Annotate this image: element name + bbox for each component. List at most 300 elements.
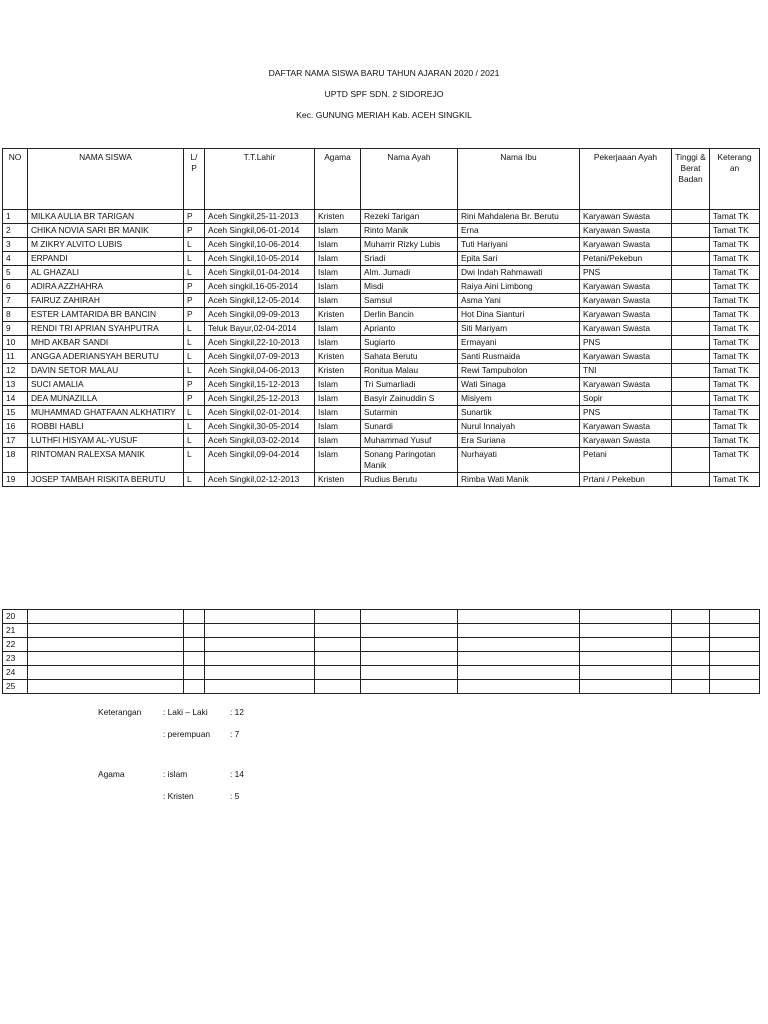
empty-table-row <box>3 638 760 652</box>
table-cell: 14 <box>3 392 28 406</box>
table-cell <box>184 666 205 680</box>
table-cell <box>205 666 315 680</box>
table-cell <box>672 473 710 487</box>
table-cell: Tamat TK <box>710 378 760 392</box>
table-cell: L <box>184 252 205 266</box>
column-header: Agama <box>315 149 361 210</box>
table-cell: Islam <box>315 322 361 336</box>
table-row <box>3 364 760 378</box>
table-cell: Tamat TK <box>710 266 760 280</box>
table-cell <box>672 364 710 378</box>
table-cell <box>580 652 672 666</box>
empty-table-row <box>3 610 760 624</box>
table-cell <box>205 624 315 638</box>
table-cell: Tamat TK <box>710 308 760 322</box>
table-cell: Ermayani <box>458 336 580 350</box>
table-cell: Tamat TK <box>710 322 760 336</box>
table-cell <box>458 638 580 652</box>
document-title: DAFTAR NAMA SISWA BARU TAHUN AJARAN 2020 / 2021 <box>268 68 500 78</box>
table-cell: ESTER LAMTARIDA BR BANCIN <box>28 308 184 322</box>
table-cell <box>315 652 361 666</box>
table-cell <box>315 638 361 652</box>
table-row <box>3 238 760 252</box>
table-cell: P <box>184 392 205 406</box>
table-cell <box>361 624 458 638</box>
table-cell: SUCI AMALIA <box>28 378 184 392</box>
table-cell: Derlin Bancin <box>361 308 458 322</box>
table-cell: MILKA AULIA BR TARIGAN <box>28 210 184 224</box>
table-cell: Karyawan Swasta <box>580 210 672 224</box>
table-cell: Sopir <box>580 392 672 406</box>
table-row <box>3 406 760 420</box>
table-cell: 11 <box>3 350 28 364</box>
kristen-label: : Kristen <box>163 791 194 801</box>
table-row <box>3 266 760 280</box>
table-cell: L <box>184 322 205 336</box>
table-cell <box>361 652 458 666</box>
table-cell <box>672 210 710 224</box>
table-cell: PNS <box>580 266 672 280</box>
table-cell <box>672 350 710 364</box>
table-cell: Rewi Tampubolon <box>458 364 580 378</box>
table-row <box>3 294 760 308</box>
table-cell: Basyir Zainuddin S <box>361 392 458 406</box>
table-cell: L <box>184 448 205 473</box>
table-cell: Islam <box>315 280 361 294</box>
column-header: T.T.Lahir <box>205 149 315 210</box>
table-cell <box>672 392 710 406</box>
table-cell: Tamat TK <box>710 280 760 294</box>
table-cell: L <box>184 266 205 280</box>
table-cell <box>580 624 672 638</box>
table-cell: DAVIN SETOR MALAU <box>28 364 184 378</box>
table-cell: Karyawan Swasta <box>580 238 672 252</box>
table-cell <box>672 336 710 350</box>
table-cell: 12 <box>3 364 28 378</box>
table-cell: Tamat Tk <box>710 420 760 434</box>
table-cell: Kristen <box>315 210 361 224</box>
table-row <box>3 308 760 322</box>
empty-table-row <box>3 652 760 666</box>
table-cell: Aceh Singkil,15-12-2013 <box>205 378 315 392</box>
table-cell: 24 <box>3 666 28 680</box>
table-cell: Muharrir Rizky Lubis <box>361 238 458 252</box>
table-cell: Islam <box>315 378 361 392</box>
table-cell: Kristen <box>315 364 361 378</box>
table-cell <box>710 624 760 638</box>
table-cell: Misiyem <box>458 392 580 406</box>
table-cell: 21 <box>3 624 28 638</box>
table-cell: Islam <box>315 392 361 406</box>
table-cell: Islam <box>315 266 361 280</box>
table-cell: Aceh Singkil,30-05-2014 <box>205 420 315 434</box>
table-cell <box>672 238 710 252</box>
table-cell: ADIRA AZZHAHRA <box>28 280 184 294</box>
table-cell: 7 <box>3 294 28 308</box>
table-cell: FAIRUZ ZAHIRAH <box>28 294 184 308</box>
table-cell: L <box>184 473 205 487</box>
table-cell: 1 <box>3 210 28 224</box>
table-cell: 16 <box>3 420 28 434</box>
table-cell <box>672 448 710 473</box>
table-cell: Aceh Singkil,09-04-2014 <box>205 448 315 473</box>
table-cell: Islam <box>315 294 361 308</box>
table-row <box>3 473 760 487</box>
agama-label: Agama <box>98 769 125 779</box>
table-cell: Aceh Singkil,06-01-2014 <box>205 224 315 238</box>
table-cell: Teluk Bayur,02-04-2014 <box>205 322 315 336</box>
table-cell: Islam <box>315 336 361 350</box>
table-cell: L <box>184 336 205 350</box>
table-row <box>3 350 760 364</box>
empty-table-row <box>3 666 760 680</box>
table-cell: 3 <box>3 238 28 252</box>
table-cell: Sriadi <box>361 252 458 266</box>
table-cell: Islam <box>315 420 361 434</box>
table-cell: L <box>184 238 205 252</box>
table-cell <box>361 666 458 680</box>
table-cell: JOSEP TAMBAH RISKITA BERUTU <box>28 473 184 487</box>
table-cell <box>580 638 672 652</box>
table-cell: L <box>184 434 205 448</box>
table-cell: Karyawan Swasta <box>580 378 672 392</box>
table-cell: M ZIKRY ALVITO LUBIS <box>28 238 184 252</box>
table-cell <box>28 624 184 638</box>
table-row <box>3 252 760 266</box>
table-cell <box>458 666 580 680</box>
table-cell: Nurul Innaiyah <box>458 420 580 434</box>
table-cell: Tamat TK <box>710 224 760 238</box>
table-cell <box>672 434 710 448</box>
table-cell: Tamat TK <box>710 448 760 473</box>
table-cell: Islam <box>315 224 361 238</box>
table-cell: Asma Yani <box>458 294 580 308</box>
table-cell <box>361 610 458 624</box>
table-cell: ROBBI HABLI <box>28 420 184 434</box>
table-cell: 5 <box>3 266 28 280</box>
table-cell: L <box>184 406 205 420</box>
table-cell: 6 <box>3 280 28 294</box>
table-cell <box>361 680 458 694</box>
islam-count: : 14 <box>230 769 244 779</box>
laki-count: : 12 <box>230 707 244 717</box>
table-cell: L <box>184 420 205 434</box>
table-cell <box>458 680 580 694</box>
table-cell <box>205 610 315 624</box>
table-cell <box>672 652 710 666</box>
table-cell <box>672 294 710 308</box>
table-cell: L <box>184 350 205 364</box>
table-cell: RENDI TRI APRIAN SYAHPUTRA <box>28 322 184 336</box>
table-cell: L <box>184 364 205 378</box>
table-cell <box>672 680 710 694</box>
table-cell <box>315 680 361 694</box>
table-cell: 25 <box>3 680 28 694</box>
table-cell <box>672 280 710 294</box>
column-header: Tinggi & Berat Badan <box>672 149 710 210</box>
table-cell: MHD AKBAR SANDI <box>28 336 184 350</box>
table-cell: 4 <box>3 252 28 266</box>
table-cell: Dwi Indah Rahmawati <box>458 266 580 280</box>
table-row <box>3 280 760 294</box>
table-cell: Islam <box>315 406 361 420</box>
table-cell <box>315 610 361 624</box>
table-cell: 13 <box>3 378 28 392</box>
table-cell: Karyawan Swasta <box>580 434 672 448</box>
table-cell: Aceh Singkil,25-12-2013 <box>205 392 315 406</box>
table-cell: Islam <box>315 448 361 473</box>
table-cell: Aceh Singkil,10-06-2014 <box>205 238 315 252</box>
table-cell: 22 <box>3 638 28 652</box>
table-cell: Prtani / Pekebun <box>580 473 672 487</box>
table-cell: Aceh Singkil,02-01-2014 <box>205 406 315 420</box>
keterangan-label: Keterangan <box>98 707 142 717</box>
table-cell: P <box>184 224 205 238</box>
table-cell <box>184 610 205 624</box>
table-cell <box>458 624 580 638</box>
laki-label: : Laki – Laki <box>163 707 208 717</box>
table-cell <box>672 252 710 266</box>
table-cell: TNI <box>580 364 672 378</box>
table-cell: Karyawan Swasta <box>580 224 672 238</box>
table-cell: 2 <box>3 224 28 238</box>
table-cell: Karyawan Swasta <box>580 308 672 322</box>
table-cell <box>580 666 672 680</box>
table-cell <box>710 652 760 666</box>
table-cell: Petani/Pekebun <box>580 252 672 266</box>
table-cell: CHIKA NOVIA SARI BR MANIK <box>28 224 184 238</box>
table-cell: 18 <box>3 448 28 473</box>
table-cell <box>672 624 710 638</box>
table-cell <box>672 610 710 624</box>
perempuan-label: : perempuan <box>163 729 211 739</box>
table-cell <box>672 666 710 680</box>
table-cell: Sonang Paringotan Manik <box>361 448 458 473</box>
table-cell: Rini Mahdalena Br. Berutu <box>458 210 580 224</box>
table-cell: P <box>184 294 205 308</box>
table-cell: Kristen <box>315 350 361 364</box>
table-cell: Islam <box>315 238 361 252</box>
table-cell: Tamat TK <box>710 350 760 364</box>
table-cell: 20 <box>3 610 28 624</box>
table-cell <box>315 666 361 680</box>
table-row <box>3 322 760 336</box>
table-cell <box>458 652 580 666</box>
table-cell: 17 <box>3 434 28 448</box>
table-cell: P <box>184 378 205 392</box>
table-cell: AL GHAZALI <box>28 266 184 280</box>
table-cell: Tamat TK <box>710 434 760 448</box>
table-cell <box>458 610 580 624</box>
table-cell: P <box>184 308 205 322</box>
empty-table-row <box>3 680 760 694</box>
table-cell: Alm. Jumadi <box>361 266 458 280</box>
empty-rows-table <box>2 609 760 694</box>
table-cell: Karyawan Swasta <box>580 322 672 336</box>
table-cell <box>205 680 315 694</box>
table-cell: ANGGA ADERIANSYAH BERUTU <box>28 350 184 364</box>
table-cell: 23 <box>3 652 28 666</box>
table-cell: Erna <box>458 224 580 238</box>
district-name: Kec. GUNUNG MERIAH Kab. ACEH SINGKIL <box>296 110 472 120</box>
table-cell: 19 <box>3 473 28 487</box>
table-cell <box>672 322 710 336</box>
empty-table-row <box>3 624 760 638</box>
table-cell: Nurhayati <box>458 448 580 473</box>
table-cell: Karyawan Swasta <box>580 280 672 294</box>
table-cell: Karyawan Swasta <box>580 294 672 308</box>
table-cell: Aceh Singkil,22-10-2013 <box>205 336 315 350</box>
table-cell <box>315 624 361 638</box>
column-header: L/ P <box>184 149 205 210</box>
perempuan-count: : 7 <box>230 729 240 739</box>
table-cell <box>28 666 184 680</box>
table-cell: Aceh Singkil,02-12-2013 <box>205 473 315 487</box>
table-cell: Aceh Singkil,04-06-2013 <box>205 364 315 378</box>
table-row <box>3 448 760 473</box>
table-cell: Raiya Aini Limbong <box>458 280 580 294</box>
table-cell <box>205 652 315 666</box>
table-cell <box>184 680 205 694</box>
table-cell: DEA MUNAZILLA <box>28 392 184 406</box>
table-cell <box>28 680 184 694</box>
table-row <box>3 392 760 406</box>
islam-label: : islam <box>163 769 188 779</box>
table-cell: Aceh Singkil,09-09-2013 <box>205 308 315 322</box>
table-cell: Tri Sumarliadi <box>361 378 458 392</box>
table-cell: Siti Mariyam <box>458 322 580 336</box>
table-cell: Tamat TK <box>710 252 760 266</box>
column-header: NAMA SISWA <box>28 149 184 210</box>
table-cell <box>672 266 710 280</box>
table-cell: Sunardi <box>361 420 458 434</box>
table-cell <box>710 610 760 624</box>
column-header: Nama Ayah <box>361 149 458 210</box>
table-cell: Epita Sari <box>458 252 580 266</box>
table-cell <box>710 666 760 680</box>
table-cell <box>205 638 315 652</box>
table-cell <box>672 378 710 392</box>
table-cell: Tamat TK <box>710 294 760 308</box>
column-header: Pekerjaaan Ayah <box>580 149 672 210</box>
table-cell <box>361 638 458 652</box>
table-cell: Aceh singkil,16-05-2014 <box>205 280 315 294</box>
table-cell: Rimba Wati Manik <box>458 473 580 487</box>
table-cell <box>184 638 205 652</box>
table-cell: P <box>184 280 205 294</box>
table-cell: Sugiarto <box>361 336 458 350</box>
table-cell <box>672 638 710 652</box>
table-cell <box>710 680 760 694</box>
table-cell: Islam <box>315 252 361 266</box>
table-cell <box>28 610 184 624</box>
table-row <box>3 434 760 448</box>
table-cell: Rinto Manik <box>361 224 458 238</box>
table-cell <box>672 308 710 322</box>
table-cell: Ronitua Malau <box>361 364 458 378</box>
table-cell: LUTHFI HISYAM AL-YUSUF <box>28 434 184 448</box>
table-row <box>3 336 760 350</box>
table-cell: Tamat TK <box>710 238 760 252</box>
table-cell <box>672 406 710 420</box>
table-cell: Rudius Berutu <box>361 473 458 487</box>
table-cell: P <box>184 210 205 224</box>
table-cell: Wati Sinaga <box>458 378 580 392</box>
table-row <box>3 224 760 238</box>
table-cell: 15 <box>3 406 28 420</box>
table-cell: MUHAMMAD GHATFAAN ALKHATIRY <box>28 406 184 420</box>
table-cell: Tamat TK <box>710 406 760 420</box>
table-row <box>3 420 760 434</box>
student-table <box>2 148 760 487</box>
table-cell: Tuti Hariyani <box>458 238 580 252</box>
table-cell: Sahata Berutu <box>361 350 458 364</box>
kristen-count: : 5 <box>230 791 240 801</box>
table-cell <box>672 420 710 434</box>
table-header-row <box>3 149 760 210</box>
table-cell <box>580 680 672 694</box>
table-cell <box>672 224 710 238</box>
table-cell: Aprianto <box>361 322 458 336</box>
table-cell: PNS <box>580 336 672 350</box>
table-cell <box>184 624 205 638</box>
table-cell: ERPANDI <box>28 252 184 266</box>
table-cell: Aceh Singkil,03-02-2014 <box>205 434 315 448</box>
table-cell: Kristen <box>315 308 361 322</box>
table-cell: Kristen <box>315 473 361 487</box>
table-cell: Petani <box>580 448 672 473</box>
table-cell: Rezeki Tarigan <box>361 210 458 224</box>
table-cell: Tamat TK <box>710 392 760 406</box>
table-cell: PNS <box>580 406 672 420</box>
table-cell: Misdi <box>361 280 458 294</box>
table-cell: Tamat TK <box>710 364 760 378</box>
table-cell: Tamat TK <box>710 210 760 224</box>
table-cell: Hot Dina Sianturi <box>458 308 580 322</box>
table-cell <box>28 652 184 666</box>
table-cell: Era Suriana <box>458 434 580 448</box>
table-cell: Aceh Singkil,25-11-2013 <box>205 210 315 224</box>
table-cell: Samsul <box>361 294 458 308</box>
table-cell: Karyawan Swasta <box>580 350 672 364</box>
table-cell: Muhammad Yusuf <box>361 434 458 448</box>
column-header: Keterang an <box>710 149 760 210</box>
table-cell: Aceh Singkil,01-04-2014 <box>205 266 315 280</box>
table-cell: Tamat TK <box>710 336 760 350</box>
table-cell: Islam <box>315 434 361 448</box>
table-cell <box>28 638 184 652</box>
school-name: UPTD SPF SDN. 2 SIDOREJO <box>324 89 444 99</box>
column-header: Nama Ibu <box>458 149 580 210</box>
table-cell: Sutarmin <box>361 406 458 420</box>
table-cell <box>580 610 672 624</box>
table-cell: Aceh Singkil,12-05-2014 <box>205 294 315 308</box>
table-cell: 8 <box>3 308 28 322</box>
table-row <box>3 210 760 224</box>
table-cell: Karyawan Swasta <box>580 420 672 434</box>
table-cell: Sunartik <box>458 406 580 420</box>
table-cell <box>710 638 760 652</box>
table-cell: Tamat TK <box>710 473 760 487</box>
table-cell: Aceh Singkil,07-09-2013 <box>205 350 315 364</box>
table-cell: 10 <box>3 336 28 350</box>
table-row <box>3 378 760 392</box>
table-cell <box>184 652 205 666</box>
column-header: NO <box>3 149 28 210</box>
table-cell: Santi Rusmaida <box>458 350 580 364</box>
table-cell: Aceh Singkil,10-05-2014 <box>205 252 315 266</box>
table-cell: 9 <box>3 322 28 336</box>
